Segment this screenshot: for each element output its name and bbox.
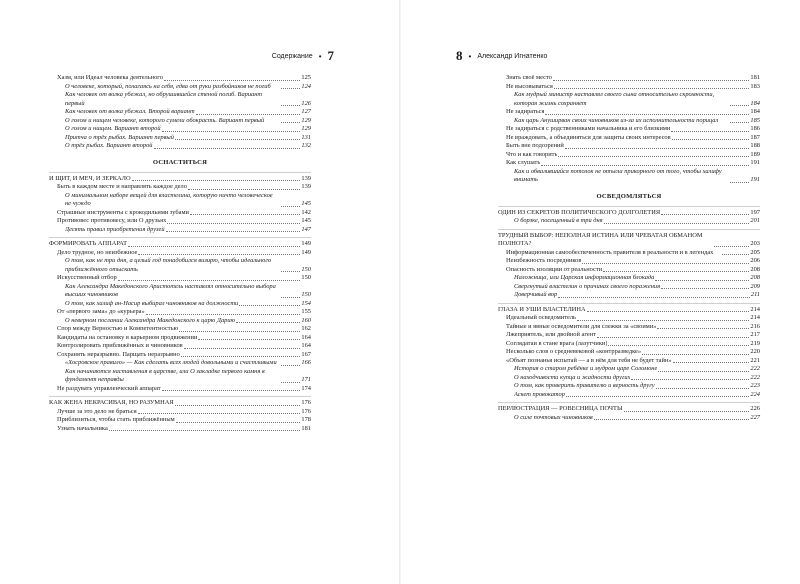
toc-entry[interactable]: [498, 348, 760, 357]
dot-leader: [554, 88, 750, 89]
toc-story[interactable]: [49, 226, 311, 235]
toc-entry-title: «Хосровское правило» — Как сделать всех людей довольными и счастливыми: [65, 359, 277, 366]
toc-chapter[interactable]: [498, 306, 760, 315]
toc-entry-page: 181: [301, 424, 311, 432]
dot-leader: [730, 122, 749, 123]
toc-entry-page: 142: [301, 208, 311, 216]
toc-entry-page: 145: [301, 217, 311, 224]
dot-leader: [281, 105, 300, 106]
toc-entry-page: 197: [750, 208, 760, 216]
running-head: Содержание: [271, 52, 313, 60]
toc-entry[interactable]: [498, 108, 760, 117]
dot-leader: [730, 105, 749, 106]
toc-entry-title: Доверчивый вор: [514, 291, 558, 298]
toc-entry-title: Лучше за это дело не браться: [57, 407, 137, 415]
toc-entry-page: 220: [750, 348, 760, 355]
toc-entry-title: Знать своё место: [506, 74, 552, 81]
toc-entry-page: 178: [301, 416, 311, 423]
left-page: [0, 0, 399, 584]
chapter-divider: [49, 237, 311, 238]
toc-entry[interactable]: [498, 83, 760, 92]
dot-leader: [164, 80, 300, 81]
toc-entry-title: КАК ЖЕНА НЕКРАСИВАЯ, НО РАЗУМНАЯ: [49, 399, 174, 406]
toc-entry-page: 186: [750, 125, 760, 132]
toc-entry-page: 176: [301, 407, 311, 415]
dot-leader: [597, 337, 749, 338]
toc-story[interactable]: [498, 91, 760, 108]
toc-story[interactable]: [498, 291, 760, 300]
dot-leader: [281, 122, 300, 123]
page-number: 7: [327, 48, 334, 63]
toc-entry-page: 183: [750, 82, 760, 90]
dot-leader: [109, 430, 301, 431]
section-title: ОСНАСТИТЬСЯ: [152, 158, 208, 166]
toc-entry-page: 132: [301, 142, 311, 149]
toc-entry[interactable]: [498, 159, 760, 168]
toc-story[interactable]: [49, 317, 311, 326]
toc-entry-page: 189: [750, 150, 760, 158]
toc-story[interactable]: [498, 283, 760, 292]
running-head: Александр Игнатенко: [477, 52, 548, 60]
toc-entry-title: Лжеприятель, или двойной агент: [506, 331, 596, 338]
toc-entry-title: Как начинаются наставления в царстве, или О закладке первого камня в фундамент неправды: [65, 367, 265, 383]
toc-entry[interactable]: [498, 125, 760, 134]
dot-leader: [566, 396, 749, 397]
toc-entry[interactable]: [498, 151, 760, 160]
toc-entry[interactable]: [49, 334, 311, 343]
toc-story[interactable]: [49, 91, 311, 108]
toc-story[interactable]: [49, 125, 311, 134]
section-title: ОСВЕДОМЛЯТЬСЯ: [596, 192, 662, 200]
dot-leader: [281, 297, 300, 298]
toc-entry[interactable]: [498, 340, 760, 349]
toc-entry-page: 224: [750, 390, 760, 398]
dot-leader: [236, 322, 300, 323]
dot-leader: [162, 390, 301, 391]
dot-leader: [281, 88, 300, 89]
dot-leader: [146, 314, 301, 315]
bullet-icon: •: [318, 51, 322, 61]
dot-leader: [673, 362, 750, 363]
dot-leader: [631, 379, 749, 380]
toc-entry[interactable]: [498, 314, 760, 323]
toc-entry-page: 176: [301, 399, 311, 406]
toc-entry-page: 222: [750, 373, 760, 381]
toc-entry-page: 222: [750, 365, 760, 372]
toc-entry[interactable]: [49, 74, 311, 83]
dot-leader: [545, 114, 749, 115]
dot-leader: [128, 246, 300, 247]
toc-entry-title: Как и обвалившийся потолок не отъела прикорного от того, чтобы халифу внимать: [514, 167, 722, 183]
toc-entry-title: Что и как говорить: [506, 150, 558, 158]
toc-entry-page: 214: [750, 314, 760, 321]
toc-story[interactable]: [498, 414, 760, 423]
toc-entry-title: Как слушать: [506, 159, 541, 166]
toc-entry-title: Опасность изоляции от реальности: [506, 265, 603, 273]
toc-entry-page: 219: [750, 339, 760, 347]
dot-leader: [604, 223, 750, 224]
chapter-divider: [498, 402, 760, 403]
chapter-divider: [498, 229, 760, 230]
toc-entry[interactable]: [49, 385, 311, 394]
toc-entry-page: 208: [750, 265, 760, 273]
toc-entry[interactable]: [49, 325, 311, 334]
toc-entry-title: Соглядатаи в стане врага (лазутчики): [506, 339, 608, 347]
dot-leader: [167, 223, 300, 224]
toc-entry-page: 131: [301, 133, 311, 141]
dot-leader: [166, 231, 301, 232]
toc-entry-title: О том, как проверить правителю и верность другу: [514, 382, 655, 389]
toc-entry[interactable]: [498, 357, 760, 366]
dot-leader: [656, 388, 750, 389]
toc-entry-page: 205: [750, 248, 760, 256]
toc-chapter[interactable]: [49, 240, 311, 249]
dot-leader: [181, 356, 301, 357]
toc-entry-title: «Объят познанья испытай — а в нём для тебя не будет тайн»: [506, 356, 672, 364]
toc-entry[interactable]: [498, 257, 760, 266]
dot-leader: [565, 148, 750, 149]
toc-entry-page: 129: [301, 116, 311, 124]
chapter-divider: [498, 206, 760, 207]
toc-entry-title: Хазм, или Идеал человека деятельного: [57, 74, 163, 81]
toc-entry[interactable]: [49, 249, 311, 258]
dot-leader: [671, 131, 749, 132]
toc-entry-title: О голом и нищем. Вариант второй: [65, 125, 161, 132]
dot-leader: [281, 365, 300, 366]
toc-entry-title: Страшные инструменты с крокодильими зубами: [57, 208, 189, 216]
toc-entry-page: 126: [301, 99, 311, 107]
right-page-header: [456, 49, 547, 63]
toc-entry-title: Спор между Верностью и Компетентностью: [57, 325, 179, 332]
dot-leader: [179, 331, 300, 332]
toc-entry-page: 154: [301, 299, 311, 307]
toc-chapter[interactable]: [49, 399, 311, 408]
toc-entry-title: О силе почтовых чиновников: [514, 413, 593, 421]
toc-entry-page: 149: [301, 240, 311, 247]
dot-leader: [658, 371, 749, 372]
toc-entry-title: О минимальном наборе вещей для властелина, которую ничто человеческое не чуждо: [65, 191, 273, 207]
toc-entry-page: 221: [750, 356, 760, 364]
toc-entry[interactable]: [49, 342, 311, 351]
toc-entry-page: 191: [750, 176, 760, 183]
toc-entry-page: 150: [301, 265, 311, 273]
toc-entry-page: 208: [750, 274, 760, 281]
dot-leader: [582, 263, 749, 264]
dot-leader: [730, 182, 749, 183]
toc-entry-page: 155: [301, 308, 311, 315]
toc-entry-page: 147: [301, 225, 311, 233]
dot-leader: [281, 382, 300, 383]
toc-entry-page: 188: [750, 142, 760, 149]
toc-entry[interactable]: [498, 331, 760, 340]
toc-entry-title: Кандидаты на остановку в карьерном продвижении: [57, 333, 198, 341]
toc-entry-title: Неизбежность посредников: [506, 257, 582, 264]
toc-entry-title: ГЛАЗА И УШИ ВЛАСТЕЛИНА: [498, 305, 586, 313]
toc-entry-title: Не враждовать, а объединяться для защиты своих интересов: [506, 133, 671, 141]
toc-entry[interactable]: [49, 209, 311, 218]
toc-story[interactable]: [498, 374, 760, 383]
toc-right: [498, 74, 760, 422]
dot-leader: [132, 180, 301, 181]
toc-story[interactable]: [49, 134, 311, 143]
toc-entry-title: Наложница, или Царская информационная блокада: [514, 274, 655, 281]
toc-entry-title: Свергнутый властелин о причинах своего поражения: [514, 282, 661, 290]
dot-leader: [190, 214, 300, 215]
toc-entry-page: 223: [750, 382, 760, 389]
toc-entry-title: И ЩИТ, И МЕЧ, И ЗЕРКАЛО: [49, 174, 131, 182]
toc-entry-title: Идеальный осведомитель: [506, 314, 576, 321]
chapter-divider: [49, 172, 311, 173]
dot-leader: [281, 271, 300, 272]
chapter-divider: [498, 303, 760, 304]
toc-entry-title: О голом и нищем человеке, которого сумели обокрасть. Вариант первый: [65, 116, 265, 124]
toc-entry-page: 166: [301, 359, 311, 366]
dot-leader: [239, 305, 300, 306]
toc-story[interactable]: [49, 117, 311, 126]
dot-leader: [154, 148, 301, 149]
dot-leader: [198, 339, 300, 340]
dot-leader: [661, 214, 749, 215]
dot-leader: [553, 80, 750, 81]
toc-entry-title: Дело трудное, но неизбежное: [57, 248, 138, 256]
page-number: 8: [456, 48, 463, 63]
toc-entry-title: Как мудрый министр наставлял своего сына относительно скромности, которая жизнь сохраняет: [514, 91, 715, 107]
toc-story[interactable]: [498, 217, 760, 226]
dot-leader: [657, 328, 749, 329]
toc-entry-page: 139: [301, 174, 311, 182]
toc-entry-title: О борзке, посещенный в три дня: [514, 217, 603, 224]
chapter-divider: [49, 396, 311, 397]
toc-entry-page: 184: [750, 108, 760, 115]
toc-entry-page: 164: [301, 333, 311, 341]
dot-leader: [162, 131, 301, 132]
toc-entry-page: 160: [301, 316, 311, 324]
toc-entry-page: 124: [301, 82, 311, 90]
toc-entry[interactable]: [49, 183, 311, 192]
toc-entry-title: Информационная самообеспеченность правителя в реальности и в легендах: [506, 248, 714, 256]
toc-story[interactable]: [49, 108, 311, 117]
toc-story[interactable]: [49, 192, 311, 209]
dot-leader: [624, 411, 750, 412]
dot-leader: [196, 114, 301, 115]
toc-entry[interactable]: [498, 74, 760, 83]
toc-story[interactable]: [49, 359, 311, 368]
toc-entry[interactable]: [49, 416, 311, 425]
toc-entry-title: О том, как не три дня, а целый год понадобился визирю, чтобы идеального приближённого отыскать: [65, 257, 272, 273]
toc-entry-page: 125: [301, 74, 311, 81]
dot-leader: [118, 280, 301, 281]
bullet-icon: •: [468, 51, 472, 61]
toc-chapter[interactable]: [498, 405, 760, 414]
toc-left: [49, 74, 311, 433]
dot-leader: [188, 189, 300, 190]
toc-entry-title: Десять правил приобретения друзей: [65, 225, 165, 233]
dot-leader: [558, 156, 749, 157]
toc-entry-title: Не высовываться: [506, 82, 553, 90]
toc-entry-title: О находчивости купца и жадности других: [514, 373, 631, 381]
toc-entry-title: Сохранять неразрывно. Парщать неразрывно: [57, 350, 180, 358]
dot-leader: [184, 348, 301, 349]
toc-story[interactable]: [49, 257, 311, 274]
toc-story[interactable]: [49, 283, 311, 300]
dot-leader: [661, 288, 749, 289]
toc-entry-page: 181: [750, 74, 760, 81]
toc-story[interactable]: [498, 274, 760, 283]
toc-entry-page: 174: [301, 384, 311, 392]
toc-entry-title: О том, как халиф ан-Насир выбирал чиновников на должности: [65, 299, 239, 307]
toc-entry-page: 139: [301, 183, 311, 190]
toc-entry-page: 150: [301, 274, 311, 281]
dot-leader: [714, 246, 749, 247]
toc-entry-title: О человеке, который, полагаясь на себя, едва от руки разбойников не погиб: [65, 82, 271, 90]
toc-entry-title: Не задираться: [506, 108, 545, 115]
toc-entry-title: Узнать начальника: [57, 424, 108, 432]
toc-chapter[interactable]: [49, 175, 311, 184]
toc-entry-page: 217: [750, 331, 760, 338]
toc-entry-title: Несколько слов о средневековой «контрразведке»: [506, 348, 642, 355]
dot-leader: [138, 254, 300, 255]
dot-leader: [594, 419, 750, 420]
toc-entry[interactable]: [498, 134, 760, 143]
toc-entry-page: 187: [750, 133, 760, 141]
dot-leader: [722, 254, 749, 255]
dot-leader: [176, 422, 301, 423]
toc-story[interactable]: [498, 365, 760, 374]
toc-story[interactable]: [498, 391, 760, 400]
toc-entry-title: Приблизиться, чтобы стать приближённым: [57, 416, 175, 423]
toc-entry-title: ОДИН ИЗ СЕКРЕТОВ ПОЛИТИЧЕСКОГО ДОЛГОЛЕТИЯ: [498, 208, 661, 216]
toc-story[interactable]: [49, 83, 311, 92]
toc-chapter[interactable]: [498, 209, 760, 218]
toc-story[interactable]: [498, 382, 760, 391]
toc-story[interactable]: [49, 300, 311, 309]
dot-leader: [138, 413, 301, 414]
toc-entry-page: 211: [750, 291, 760, 298]
toc-entry[interactable]: [498, 142, 760, 151]
toc-entry-page: 201: [750, 217, 760, 224]
toc-entry-page: 214: [750, 305, 760, 313]
toc-entry-title: Противовес противовесу, или О друзьях: [57, 217, 167, 224]
toc-entry-title: ТРУДНЫЙ ВЫБОР: НЕПОЛНАЯ ИСТИНА ИЛИ ЧРЕВАТАЯ ОБМАНОМ ПОЛНОТА?: [498, 231, 703, 247]
toc-entry-title: Как Александра Македонского Аристотель наставлял относительно выбора высших чиновников: [65, 282, 276, 298]
toc-entry[interactable]: [49, 425, 311, 434]
toc-entry-page: 203: [750, 240, 760, 247]
dot-leader: [175, 405, 301, 406]
toc-entry-title: Не раздувать управленческий аппарат: [57, 384, 161, 392]
left-page-header: [272, 49, 334, 63]
toc-story[interactable]: [49, 142, 311, 151]
toc-entry-page: 149: [301, 248, 311, 256]
dot-leader: [281, 206, 300, 207]
toc-entry[interactable]: [49, 274, 311, 283]
toc-entry-title: ПЕРЛЮСТРАЦИЯ — РОВЕСНИЦА ПОЧТЫ: [498, 405, 623, 412]
dot-leader: [655, 280, 749, 281]
toc-entry[interactable]: [498, 249, 760, 258]
dot-leader: [558, 297, 750, 298]
toc-entry-title: Как человек от волка убежал. Второй вариант: [65, 108, 195, 115]
toc-entry-title: Быть в каждом месте и направлять каждое дело: [57, 183, 187, 190]
toc-entry-title: История о старом ребёнке и мудром царе Соломоне: [514, 365, 658, 372]
toc-entry-page: 227: [750, 413, 760, 421]
toc-entry-title: ФОРМИРОВАТЬ АППАРАТ: [49, 240, 128, 247]
dot-leader: [587, 311, 750, 312]
toc-entry[interactable]: [49, 217, 311, 226]
toc-story[interactable]: [498, 117, 760, 126]
dot-leader: [672, 139, 750, 140]
toc-entry[interactable]: [49, 308, 311, 317]
toc-entry[interactable]: [49, 408, 311, 417]
toc-chapter[interactable]: [498, 232, 760, 249]
toc-entry-title: О неверном послании Александра Македонского к царю Дарию: [65, 316, 236, 324]
toc-entry-title: От «первого зама» до «курьера»: [57, 308, 145, 315]
toc-entry-page: 127: [301, 108, 311, 115]
toc-entry-title: Аскет провокатор: [514, 390, 565, 398]
toc-entry-title: Тайные и явные осведомители для слежки за «своими»: [506, 322, 657, 330]
toc-entry-page: 167: [301, 350, 311, 358]
toc-entry[interactable]: [498, 323, 760, 332]
dot-leader: [175, 139, 301, 140]
toc-entry-page: 216: [750, 322, 760, 330]
dot-leader: [577, 320, 749, 321]
toc-story[interactable]: [498, 168, 760, 185]
toc-entry-page: 226: [750, 405, 760, 412]
toc-entry[interactable]: [498, 266, 760, 275]
toc-entry-page: 129: [301, 125, 311, 132]
dot-leader: [541, 165, 749, 166]
dot-leader: [642, 354, 749, 355]
toc-entry-page: 185: [750, 116, 760, 124]
right-page: [401, 0, 800, 584]
toc-entry-page: 184: [750, 99, 760, 107]
toc-entry-title: Искусственный отбор: [57, 274, 117, 281]
dot-leader: [603, 271, 749, 272]
toc-entry-page: 162: [301, 325, 311, 332]
toc-entry-page: 191: [750, 159, 760, 166]
toc-story[interactable]: [49, 368, 311, 385]
toc-entry-page: 150: [301, 291, 311, 298]
toc-entry-title: О трёх рыбах. Вариант второй: [65, 142, 153, 149]
toc-entry-title: Притча о трёх рыбах. Вариант первый: [65, 133, 174, 141]
toc-entry-title: Не задираться с родственниками начальника и его близкими: [506, 125, 671, 132]
toc-entry[interactable]: [49, 351, 311, 360]
toc-entry-title: Как человек от волка убежал, но обрушившейся стеной погиб. Вариант первый: [65, 91, 263, 107]
toc-entry-page: 164: [301, 342, 311, 349]
toc-entry-page: 145: [301, 200, 311, 207]
toc-entry-page: 206: [750, 257, 760, 264]
toc-entry-title: Контролировать приближённых и чиновников: [57, 342, 183, 349]
toc-entry-title: Как царь Ануширван своих чиновников из-за их исполнительности порицал: [514, 116, 719, 124]
toc-entry-title: Быть вне подозрений: [506, 142, 564, 149]
toc-entry-page: 209: [750, 282, 760, 290]
toc-entry-page: 171: [301, 376, 311, 383]
dot-leader: [608, 345, 749, 346]
